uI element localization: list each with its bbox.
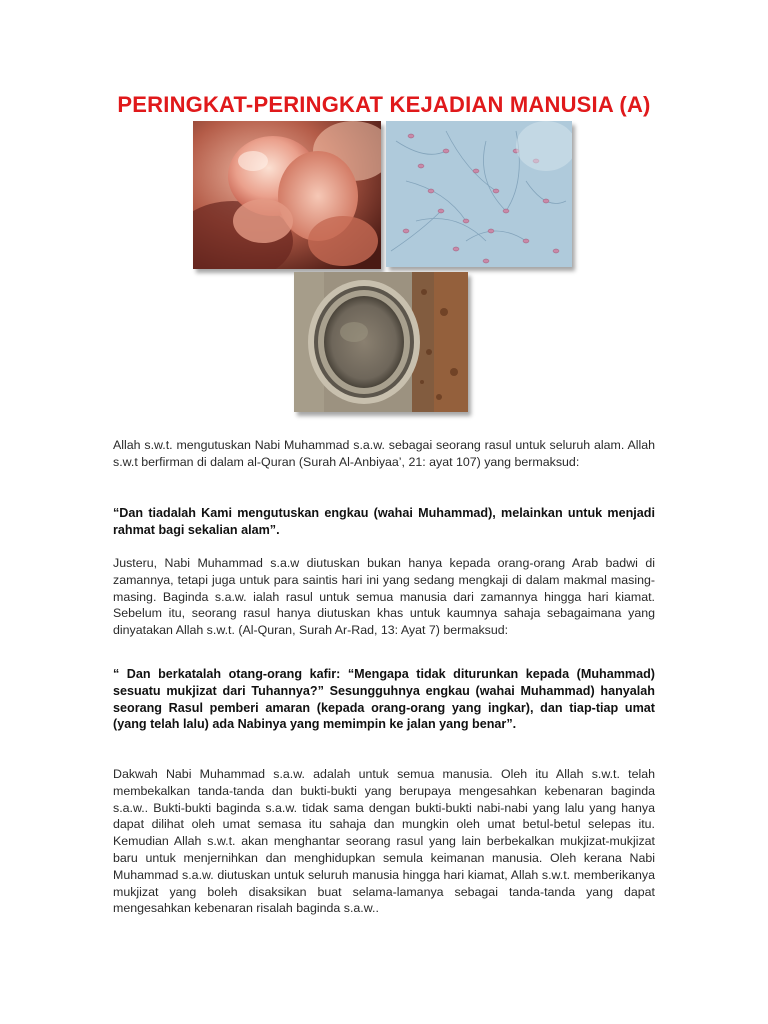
embryo-image-icon: [193, 121, 381, 269]
sperm-microscope-image-icon: [386, 121, 572, 267]
quote-ar-rad: “ Dan berkatalah otang-orang kafir: “Mengapa tidak diturunkan kepada (Muhammad) sesuatu mukjizat dari Tuhannya?” Sesungguhnya engkau (wahai Muhammad) hanyalah seorang Rasul pemberi amaran (kepada orang-orang yang ingkar), dan tiap-tiap umat (yang telah lalu) ada Nabinya yang memimpin ke jalan yang benar”.: [113, 667, 655, 732]
ovum-cell-photo: [294, 272, 468, 412]
intro-paragraph: Allah s.w.t. mengutuskan Nabi Muhammad s.a.w. sebagai seorang rasul untuk seluruh alam. Allah s.w.t berfirman di dalam al-Quran (Surah Al-Anbiyaa’, 21: ayat 107) yang bermaksud:: [113, 438, 655, 469]
paragraph-justeru: Justeru, Nabi Muhammad s.a.w diutuskan bukan hanya kepada orang-orang Arab badwi di zamannya, tetapi juga untuk para saintis hari ini yang sedang mengkaji di dalam makmal masing-masing. Baginda s.a.w. ialah rasul untuk semua manusia dari zamannya hingga hari kiamat. Sebelum itu, seorang rasul hanya diutuskan khas untuk kaumnya sahaja sebagaimana yang dinyatakan Allah s.w.t. (Al-Quran, Surah Ar-Rad, 13: Ayat 7) bermaksud:: [113, 556, 655, 638]
embryo-photo: [193, 121, 381, 269]
quote-al-anbiyaa: “Dan tiadalah Kami mengutuskan engkau (wahai Muhammad), melainkan untuk menjadi rahmat bagi sekalian alam”.: [113, 506, 655, 537]
paragraph-dakwah: Dakwah Nabi Muhammad s.a.w. adalah untuk semua manusia. Oleh itu Allah s.w.t. telah membekalkan tanda-tanda dan bukti-bukti yang berupaya mengesahkan kebenaran baginda s.a.w.. Bukti-bukti baginda s.a.w. tidak sama dengan bukti-bukti nabi-nabi yang lalu yang hanya dapat dilihat oleh umat semasa itu sahaja dan mungkin oleh umat betul-betul selepas itu. Kemudian Allah s.w.t. akan menghantar seorang rasul yang lain berbekalkan mukjizat-mukjizat baru untuk menjernihkan dan menghidupkan semula keimanan manusia. Oleh kerana Nabi Muhammad s.a.w. diutuskan untuk seluruh manusia hingga hari kiamat, Allah s.w.t. memberikanya mukjizat yang boleh disaksikan buat selama-lamanya sebagai tanda-tanda yang dapat mengesahkan kebenaran risalah baginda s.a.w..: [113, 767, 655, 916]
sperm-cells-photo: [386, 121, 572, 267]
page-title: PERINGKAT-PERINGKAT KEJADIAN MANUSIA (A): [117, 92, 651, 117]
ovum-microscope-image-icon: [294, 272, 468, 412]
